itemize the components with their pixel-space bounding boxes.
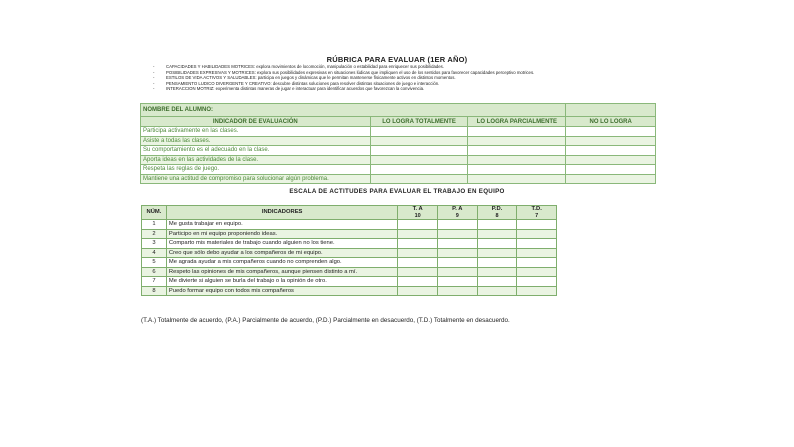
rating-cell[interactable] <box>477 248 517 258</box>
rating-cell[interactable] <box>468 174 566 184</box>
list-item: - CAPACIDADES Y HABILIDADES MOTRICES: explora movimientos de locomoción, manipulación o estabilidad para enriquecer sus posibilidades. <box>150 64 670 70</box>
table-row <box>141 174 656 184</box>
rating-cell[interactable] <box>398 239 438 249</box>
indicator-cell: Participa activamente en las clases. <box>141 127 371 137</box>
rating-cell[interactable] <box>468 136 566 146</box>
competency-list <box>150 64 670 92</box>
rating-cell[interactable] <box>370 136 468 146</box>
scale-header-pd: P.D. 8 <box>477 206 517 220</box>
table-header-row <box>141 117 656 127</box>
rating-cell[interactable] <box>477 229 517 239</box>
rating-cell[interactable] <box>438 277 478 287</box>
indicator-cell: Su comportamiento es el adecuado en la clase. <box>141 146 371 156</box>
rating-cell[interactable] <box>438 220 478 230</box>
scale-header-td: T.D. 7 <box>517 206 557 220</box>
rating-cell[interactable] <box>566 165 656 175</box>
table-row <box>142 248 557 258</box>
rating-cell[interactable] <box>438 229 478 239</box>
rating-cell[interactable] <box>566 127 656 137</box>
table-row <box>141 165 656 175</box>
rating-cell[interactable] <box>566 174 656 184</box>
rating-cell[interactable] <box>477 239 517 249</box>
indicator-cell: Me gusta trabajar en equipo. <box>166 220 397 230</box>
rating-cell[interactable] <box>468 155 566 165</box>
indicator-cell: Respeto las opiniones de mis compañeros, aunque piensen distinto a mí. <box>166 267 397 277</box>
rating-cell[interactable] <box>398 220 438 230</box>
table-header-row <box>142 206 557 220</box>
rating-cell[interactable] <box>370 165 468 175</box>
rating-cell[interactable] <box>517 239 557 249</box>
rating-cell[interactable] <box>566 155 656 165</box>
rating-cell[interactable] <box>517 229 557 239</box>
indicator-cell: Creo que sólo debo ayudar a los compañeros de mi equipo. <box>166 248 397 258</box>
rating-cell[interactable] <box>477 258 517 268</box>
indicator-cell: Respeta las reglas de juego. <box>141 165 371 175</box>
rating-cell[interactable] <box>468 127 566 137</box>
rating-cell[interactable] <box>477 220 517 230</box>
list-item: - PENSAMIENTO LUDICO DIVERGENTE Y CREATIVO: descubre distintas soluciones para resolver distintas situaciones de juego e interacción. <box>150 81 670 87</box>
table-row <box>142 229 557 239</box>
list-item: - POSIBILIDADES EXPRESIVAS Y MOTRICES: explora sus posibilidades expresivas en situaciones lúdicas que impliquen el uso de los sentidos para favorecer capacidades perceptivo motrices. <box>150 70 670 76</box>
column-header: INDICADOR DE EVALUACIÓN <box>141 117 371 127</box>
indicator-cell: Asiste a todas las clases. <box>141 136 371 146</box>
rating-cell[interactable] <box>370 146 468 156</box>
scale-header-ta: T. A 10 <box>398 206 438 220</box>
student-name-cell[interactable] <box>566 104 656 117</box>
rating-cell[interactable] <box>398 229 438 239</box>
table-row <box>142 286 557 296</box>
rating-cell[interactable] <box>398 267 438 277</box>
student-name-label: NOMBRE DEL ALUMNO: <box>141 104 566 117</box>
rating-cell[interactable] <box>566 146 656 156</box>
rating-cell[interactable] <box>398 248 438 258</box>
rating-cell[interactable] <box>438 267 478 277</box>
rating-cell[interactable] <box>517 267 557 277</box>
indicators-header: INDICADORES <box>166 206 397 220</box>
list-item: - ESTILOS DE VIDA ACTIVOS Y SALUDABLES: participa en juegos y dinámicas que le permitan mantenerse físicamente activos en distintos momentos. <box>150 75 670 81</box>
rating-cell[interactable] <box>517 277 557 287</box>
rating-cell[interactable] <box>438 286 478 296</box>
table-row <box>141 155 656 165</box>
table-row <box>142 220 557 230</box>
rating-cell[interactable] <box>398 286 438 296</box>
row-number: 5 <box>142 258 167 268</box>
indicator-cell: Aporta ideas en las actividades de la clase. <box>141 155 371 165</box>
row-number: 8 <box>142 286 167 296</box>
rating-cell[interactable] <box>438 248 478 258</box>
table-row <box>142 258 557 268</box>
rubric-table <box>140 103 656 184</box>
indicator-cell: Participo en mi equipo proponiendo ideas. <box>166 229 397 239</box>
column-header: LO LOGRA TOTALMENTE <box>370 117 468 127</box>
table-row <box>141 136 656 146</box>
rating-cell[interactable] <box>438 239 478 249</box>
row-number: 2 <box>142 229 167 239</box>
indicator-cell: Comparto mis materiales de trabajo cuando alguien no los tiene. <box>166 239 397 249</box>
rating-cell[interactable] <box>517 258 557 268</box>
table-row <box>141 127 656 137</box>
indicator-cell: Me agrada ayudar a mis compañeros cuando no comprenden algo. <box>166 258 397 268</box>
scale-legend: (T.A.) Totalmente de acuerdo, (P.A.) Parcialmente de acuerdo, (P.D.) Parcialmente en desacuerdo, (T.D.) Totalmente en desacuerdo. <box>141 317 510 324</box>
num-header: NÚM. <box>142 206 167 220</box>
rating-cell[interactable] <box>468 165 566 175</box>
indicator-cell: Puedo formar equipo con todos mis compañeros <box>166 286 397 296</box>
rating-cell[interactable] <box>398 258 438 268</box>
table-row <box>142 277 557 287</box>
rating-cell[interactable] <box>517 286 557 296</box>
table-row <box>142 239 557 249</box>
row-number: 4 <box>142 248 167 258</box>
rating-cell[interactable] <box>477 277 517 287</box>
rating-cell[interactable] <box>517 220 557 230</box>
column-header: LO LOGRA PARCIALMENTE <box>468 117 566 127</box>
rating-cell[interactable] <box>477 267 517 277</box>
row-number: 1 <box>142 220 167 230</box>
rating-cell[interactable] <box>468 146 566 156</box>
rating-cell[interactable] <box>370 174 468 184</box>
table-row <box>141 146 656 156</box>
rating-cell[interactable] <box>370 155 468 165</box>
student-name-row <box>141 104 656 117</box>
list-item: - INTERACCION MOTRIZ: experimenta distintas maneras de jugar e interactuar para identificar acuerdos que favorezcan la convivencia. <box>150 86 670 92</box>
rating-cell[interactable] <box>398 277 438 287</box>
row-number: 3 <box>142 239 167 249</box>
attitude-scale-table <box>141 205 557 296</box>
rating-cell[interactable] <box>566 136 656 146</box>
indicator-cell: Me divierte si alguien se burla del trabajo o la opinión de otro. <box>166 277 397 287</box>
attitude-scale-title: ESCALA DE ACTITUDES PARA EVALUAR EL TRABAJO EN EQUIPO <box>289 188 505 195</box>
rating-cell[interactable] <box>438 258 478 268</box>
scale-header-pa: P. A 9 <box>438 206 478 220</box>
rating-cell[interactable] <box>370 127 468 137</box>
table-row <box>142 267 557 277</box>
row-number: 6 <box>142 267 167 277</box>
rating-cell[interactable] <box>517 248 557 258</box>
row-number: 7 <box>142 277 167 287</box>
indicator-cell: Mantiene una actitud de compromiso para solucionar algún problema. <box>141 174 371 184</box>
column-header: NO LO LOGRA <box>566 117 656 127</box>
rating-cell[interactable] <box>477 286 517 296</box>
rubric-title: RÚBRICA PARA EVALUAR (1ER AÑO) <box>326 55 468 64</box>
